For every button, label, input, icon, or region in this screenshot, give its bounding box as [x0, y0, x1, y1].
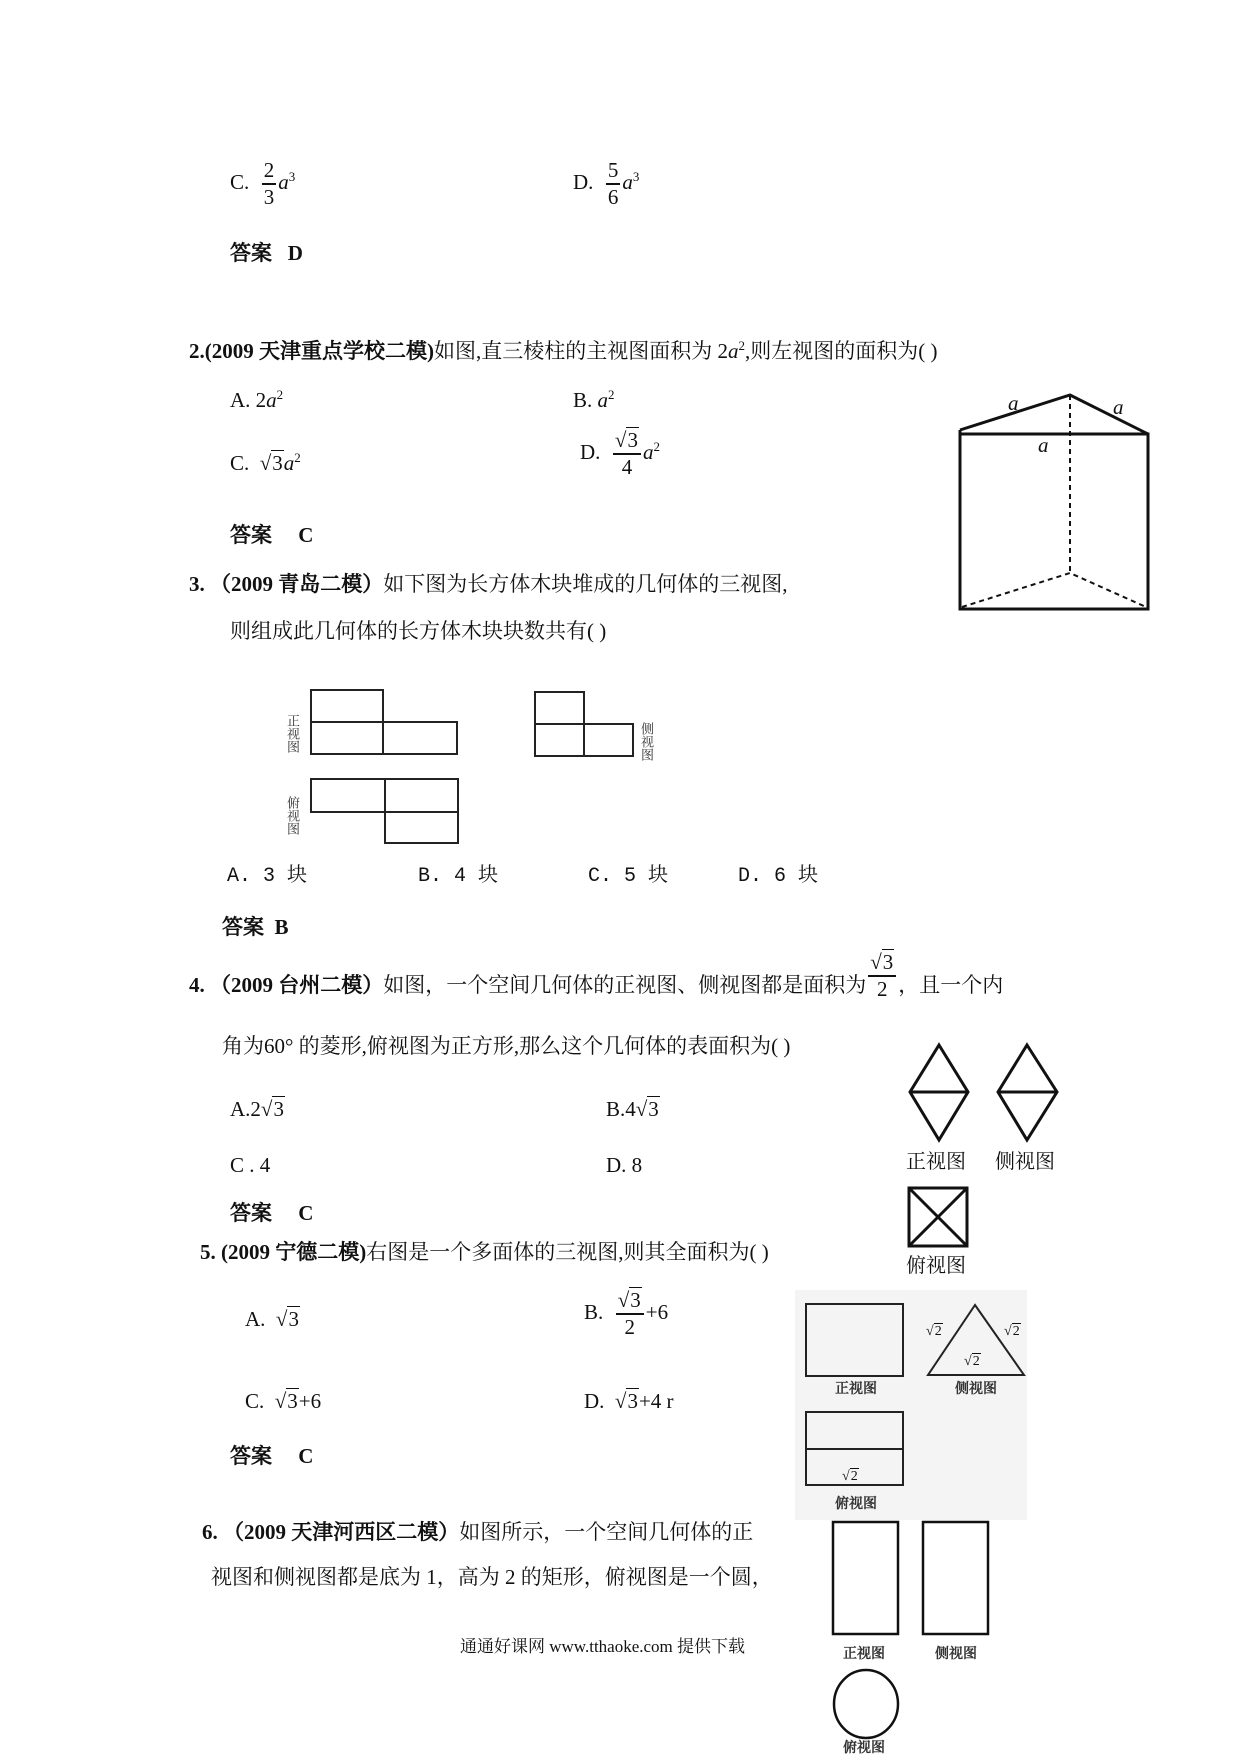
coefficient: 4 — [625, 1097, 636, 1121]
q3-front-view-label: 正视图 — [285, 714, 300, 753]
answer-value: C — [298, 523, 314, 547]
q3-option-a: A. 3 块 — [227, 865, 308, 888]
exponent: 3 — [632, 168, 640, 184]
radicand: 3 — [627, 428, 638, 452]
q3-front-view — [311, 690, 457, 754]
page-footer: 通通好课网 www.tthaoke.com 提供下载 — [460, 1637, 746, 1656]
q6-top-view-label: 俯视图 — [843, 1741, 885, 1756]
variable: a — [278, 169, 289, 194]
variable: a — [622, 169, 633, 194]
q6-top-view-circle — [834, 1670, 898, 1738]
q2-prism-figure — [960, 391, 1148, 609]
answer-value: C — [298, 1201, 314, 1225]
denominator: 2 — [624, 1315, 636, 1339]
q3-stem-line2: 则组成此几何体的长方体木块块数共有( ) — [230, 619, 607, 643]
radicand: 2 — [1012, 1324, 1020, 1339]
radicand: 3 — [627, 1389, 638, 1413]
option-label: A. — [230, 1097, 251, 1121]
q4-top-square — [909, 1188, 967, 1246]
denominator: 3 — [263, 185, 275, 209]
option-label: D. — [580, 439, 601, 464]
radicand: 2 — [850, 1469, 858, 1484]
option-label: A. — [245, 1307, 266, 1331]
answer-label: 答案 — [230, 1444, 272, 1468]
answer-label: 答案 — [222, 915, 264, 939]
radicand: 3 — [288, 1307, 299, 1331]
variable: a — [597, 388, 609, 412]
question-text: 如下图为长方体木块堆成的几何体的三视图, — [383, 572, 788, 596]
answer-value: B — [274, 915, 289, 939]
option-label: C. — [230, 169, 250, 194]
option-label: D. — [584, 1389, 605, 1413]
prism-label-a3: a — [1038, 433, 1049, 457]
radicand: 3 — [272, 451, 283, 475]
coefficient: 2 — [250, 1097, 261, 1121]
q5-side-view — [928, 1305, 1024, 1375]
option-label: D. — [573, 169, 594, 194]
q4-top-view-label: 俯视图 — [906, 1255, 966, 1277]
answer-value: D — [287, 241, 303, 265]
exponent: 2 — [653, 438, 660, 454]
q3-option-d: D. 6 块 — [738, 865, 819, 888]
question-text: 如图所示，一个空间几何体的正 — [459, 1520, 754, 1544]
q4-option-c: C . 4 — [230, 1153, 271, 1177]
question-source: 5. (2009 宁德二模) — [200, 1240, 367, 1264]
exponent: 2 — [738, 338, 745, 353]
question-source: 4. （2009 台州二模） — [189, 972, 384, 997]
q4-front-rhombus — [910, 1045, 968, 1140]
q6-front-view — [833, 1522, 898, 1634]
radicand: 3 — [630, 1288, 641, 1312]
q4-front-view-label: 正视图 — [906, 1151, 966, 1173]
q3-option-b: B. 4 块 — [418, 865, 499, 888]
q6-side-view — [923, 1522, 988, 1634]
option-label: B. — [606, 1097, 626, 1121]
answer-label: 答案 — [230, 241, 272, 265]
q4-side-view-label: 侧视图 — [995, 1151, 1055, 1173]
radicand: 3 — [882, 950, 894, 974]
option-label: B. — [573, 388, 593, 412]
variable: a — [642, 439, 654, 464]
question-text: 如图，一个空间几何体的正视图、侧视图都是面积为 — [383, 972, 867, 997]
question-text: 如图,直三棱柱的主视图面积为 2 — [434, 339, 728, 363]
exponent: 3 — [288, 168, 296, 184]
option-label: C. — [230, 451, 250, 475]
q5-top-view — [806, 1412, 903, 1485]
q5-front-view — [806, 1304, 903, 1376]
q6-stem-line2: 视图和侧视图都是底为 1，高为 2 的矩形，俯视图是一个圆， — [211, 1565, 773, 1589]
option-label: C. — [245, 1389, 265, 1413]
question-text: ,则左视图的面积为( ) — [745, 339, 938, 363]
radicand: 3 — [273, 1097, 284, 1121]
radicand: 2 — [972, 1354, 980, 1369]
prism-label-a1: a — [1008, 391, 1019, 415]
expression-tail: +4 r — [638, 1389, 674, 1413]
radicand: 2 — [934, 1324, 942, 1339]
question-source: 2.(2009 天津重点学校二模) — [189, 339, 434, 363]
prism-label-a2: a — [1113, 395, 1124, 419]
q3-side-view — [535, 692, 633, 756]
q3-side-view-label: 侧视图 — [639, 722, 654, 761]
q4-side-rhombus — [998, 1045, 1057, 1140]
q3-top-view — [311, 779, 458, 843]
denominator: 4 — [621, 455, 633, 479]
q4-stem-line2: 角为60° 的菱形,俯视图为正方形,那么这个几何体的表面积为( ) — [222, 1034, 791, 1058]
q5-front-view-label: 正视图 — [835, 1382, 877, 1397]
numerator: 2 — [262, 160, 277, 185]
option-label: B. — [584, 1299, 604, 1324]
denominator: 6 — [607, 185, 619, 209]
option-label: A. — [230, 388, 251, 412]
coefficient: 2 — [255, 388, 267, 412]
q3-option-c: C. 5 块 — [588, 865, 669, 888]
variable: a — [283, 451, 295, 475]
exponent: 2 — [608, 387, 615, 402]
variable: a — [266, 388, 277, 412]
q5-top-view-label: 俯视图 — [835, 1497, 877, 1512]
question-text: ，且一个内 — [898, 972, 1004, 997]
radicand: 3 — [287, 1389, 298, 1413]
q3-top-view-label: 俯视图 — [285, 796, 300, 835]
question-source: 3. （2009 青岛二模） — [189, 572, 384, 596]
question-source: 6. （2009 天津河西区二模） — [202, 1520, 460, 1544]
exponent: 2 — [294, 450, 301, 465]
q6-side-view-label: 侧视图 — [935, 1647, 977, 1662]
answer-label: 答案 — [230, 1201, 272, 1225]
answer-value: C — [298, 1444, 314, 1468]
expression-tail: +6 — [645, 1299, 669, 1324]
q6-front-view-label: 正视图 — [843, 1647, 885, 1662]
exponent: 2 — [276, 387, 284, 402]
q5-side-view-label: 侧视图 — [955, 1382, 997, 1397]
radicand: 3 — [648, 1097, 659, 1121]
q4-option-d: D. 8 — [606, 1153, 643, 1177]
answer-label: 答案 — [230, 523, 272, 547]
question-text: 右图是一个多面体的三视图,则其全面积为( ) — [366, 1240, 769, 1264]
variable: a — [728, 339, 739, 363]
denominator: 2 — [877, 977, 888, 1001]
numerator: 5 — [606, 160, 621, 185]
expression-tail: +6 — [298, 1389, 322, 1413]
